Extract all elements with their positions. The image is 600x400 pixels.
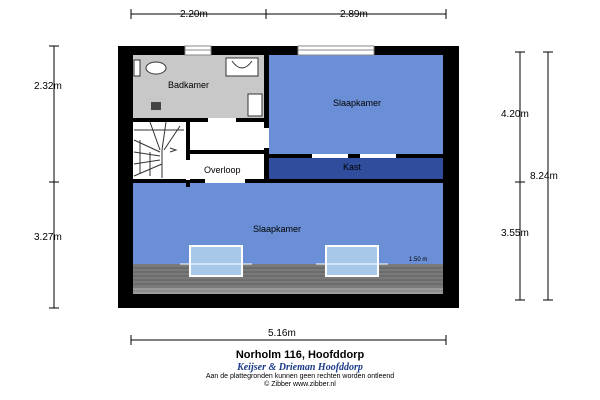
dimension-right-inner-upper: 4.20m bbox=[501, 109, 529, 120]
disclaimer-text: Aan de plattegronden kunnen geen rechten worden ontleend bbox=[205, 373, 395, 380]
room-label-slaapkamer-top: Slaapkamer bbox=[333, 98, 382, 108]
copyright-text: © Zibber www.zibber.nl bbox=[264, 381, 336, 388]
washbasin bbox=[226, 58, 258, 76]
dimension-left-upper: 2.32m bbox=[34, 81, 62, 92]
room-label-slaapkamer-bottom: Slaapkamer bbox=[253, 224, 302, 234]
dimension-top-left: 2.20m bbox=[180, 9, 208, 20]
room-label-badkamer: Badkamer bbox=[168, 80, 210, 90]
dimension-right-inner-lower: 3.55m bbox=[501, 228, 529, 239]
dimension-left-lower: 3.27m bbox=[34, 232, 62, 243]
toilet bbox=[146, 62, 166, 74]
room-label-overloop: Overloop bbox=[204, 165, 241, 175]
shower-cabinet bbox=[248, 94, 262, 116]
dimension-right-outer: 8.24m bbox=[530, 171, 558, 182]
dimension-top-right: 2.89m bbox=[340, 9, 368, 20]
skylight-left bbox=[190, 246, 242, 276]
dimension-bottom: 5.16m bbox=[268, 328, 296, 339]
slaapkamer-bottom-floor bbox=[133, 181, 443, 264]
bathroom-fixture bbox=[151, 102, 161, 110]
agency-name: Keijser & Drieman Hoofddorp bbox=[237, 362, 363, 373]
room-label-kast: Kast bbox=[343, 162, 362, 172]
staircase bbox=[133, 122, 186, 179]
address-title: Norholm 116, Hoofddorp bbox=[235, 349, 365, 361]
slope-height-label: 1.50 m bbox=[409, 257, 428, 263]
skylight-right bbox=[326, 246, 378, 276]
